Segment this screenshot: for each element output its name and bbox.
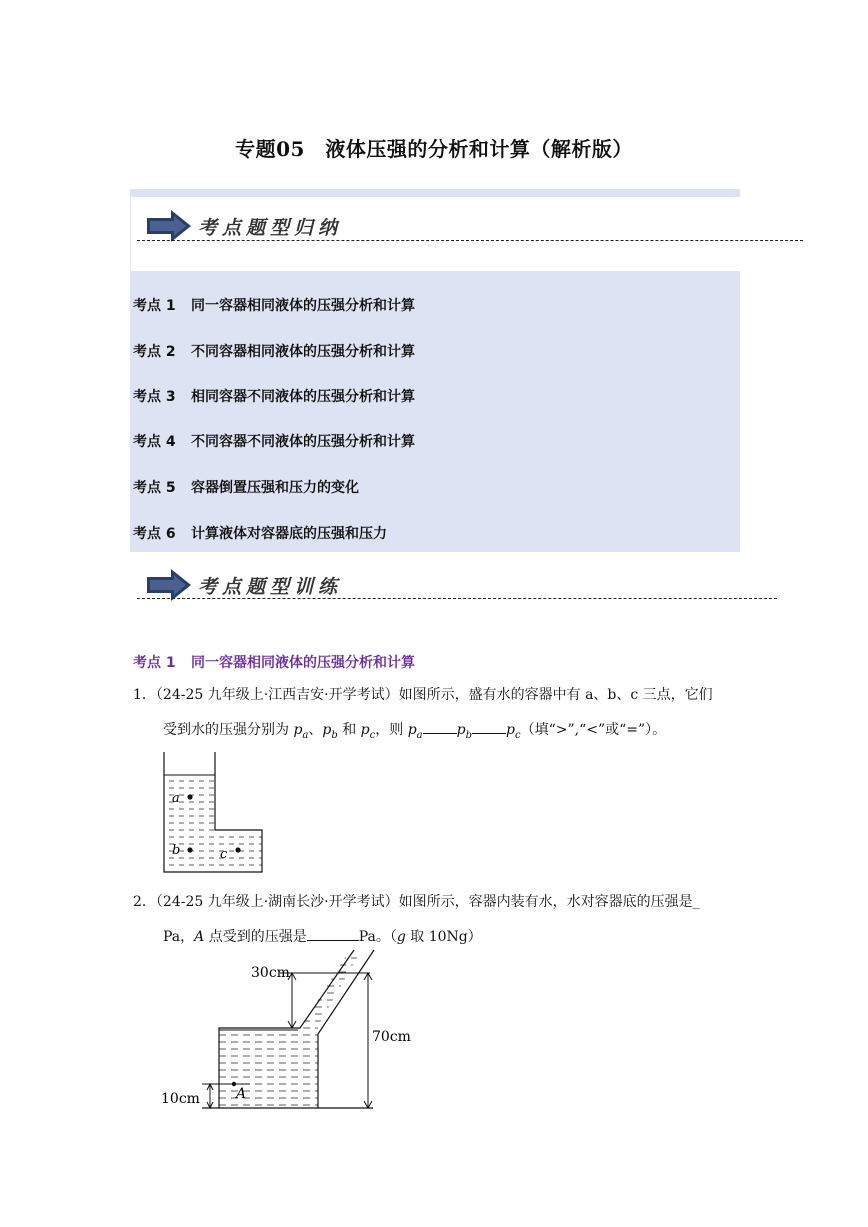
question-2-line1: 2．（24-25 九年级上·湖南长沙·开学考试）如图所示，容器内装有水，水对容器底的压强是_ [133, 894, 700, 910]
divider [137, 598, 777, 599]
toc-item: 考点 3 相同容器不同液体的压强分析和计算 [133, 389, 415, 405]
toc-item: 考点 6 计算液体对容器底的压强和压力 [133, 526, 387, 542]
point-A-label: A [236, 1086, 247, 1102]
question-2-line2: Pa，A 点受到的压强是 Pa。（g 取 10Ng） [163, 929, 482, 945]
toc-item: 考点 4 不同容器不同液体的压强分析和计算 [133, 434, 415, 450]
toc-item: 考点 1 同一容器相同液体的压强分析和计算 [133, 298, 415, 314]
section-title-summary: 考点题型归纳 [198, 217, 343, 239]
question-1-line1: 1．（24-25 九年级上·江西吉安·开学考试）如图所示，盛有水的容器中有 a、b、c 三点，它们 [133, 687, 713, 703]
answer-blank[interactable] [423, 723, 457, 734]
answer-blank[interactable] [472, 723, 506, 734]
point-a-label: a [172, 791, 180, 806]
answer-blank[interactable] [307, 930, 359, 941]
arrow-right-icon [147, 569, 191, 601]
figure-2-container [158, 948, 418, 1113]
label-10cm: 10cm [161, 1091, 200, 1107]
header-band [130, 189, 740, 197]
divider [137, 240, 803, 241]
page-title: 专题05 液体压强的分析和计算（解析版） [235, 137, 633, 161]
kaodian-heading: 考点 1 同一容器相同液体的压强分析和计算 [133, 655, 415, 671]
label-30cm: 30cm [251, 965, 290, 981]
figure-1-container [158, 750, 268, 878]
arrow-right-icon [147, 210, 191, 242]
point-c-label: c [220, 847, 228, 862]
toc-item: 考点 5 容器倒置压强和压力的变化 [133, 480, 359, 496]
toc-item: 考点 2 不同容器相同液体的压强分析和计算 [133, 344, 415, 360]
label-70cm: 70cm [372, 1029, 411, 1045]
band-edge [130, 197, 131, 271]
point-b-label: b [172, 843, 181, 858]
question-1-line2: 受到水的压强分别为 $p_a$、$p_b$ 和 $p_c$，则 $p_a$ $p_b$ $p_c$（填“>”,“<”或“=”）。 [163, 722, 667, 741]
section-title-training: 考点题型训练 [198, 576, 343, 598]
